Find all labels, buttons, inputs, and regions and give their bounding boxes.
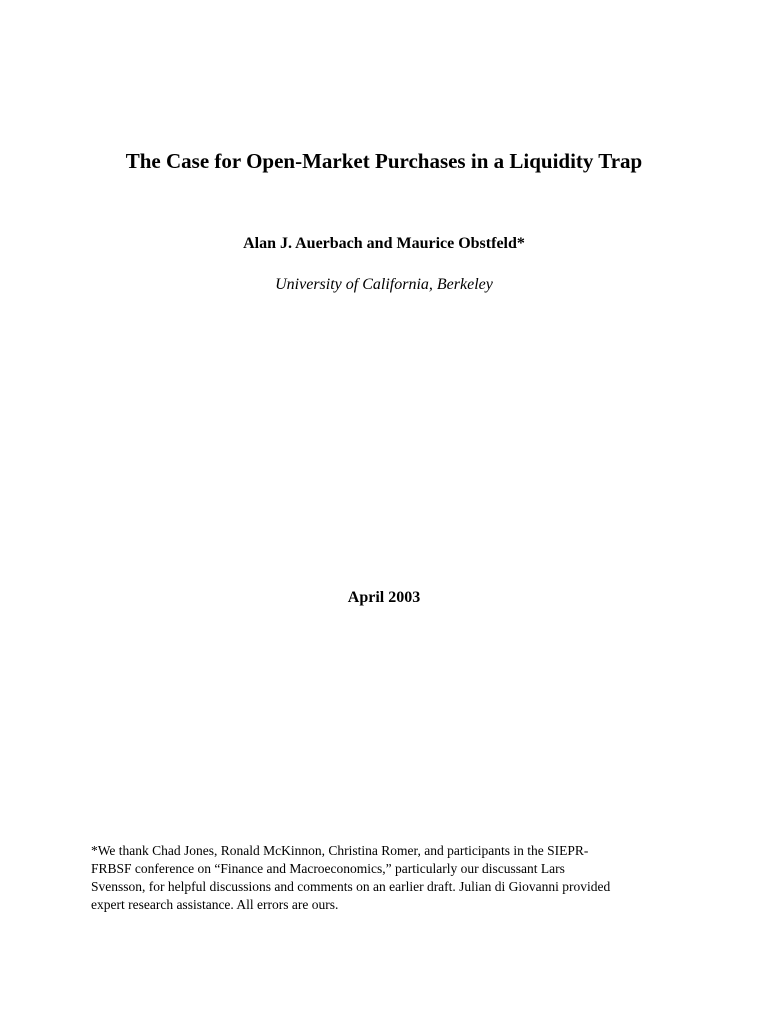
acknowledgement-footnote [91,842,691,914]
author-affiliation: University of California, Berkeley [275,276,493,293]
footnote-line: *We thank Chad Jones, Ronald McKinnon, Christina Romer, and participants in the SIEPR- [91,843,589,858]
footnote-line: Svensson, for helpful discussions and comments on an earlier draft. Julian di Giovanni provided [91,879,611,894]
paper-title: The Case for Open-Market Purchases in a Liquidity Trap [125,149,643,173]
footnote-line: expert research assistance. All errors are ours. [91,897,339,912]
paper-authors: Alan J. Auerbach and Maurice Obstfeld* [243,235,525,252]
paper-date: April 2003 [347,589,421,606]
footnote-line: FRBSF conference on “Finance and Macroeconomics,” particularly our discussant Lars [91,861,565,876]
